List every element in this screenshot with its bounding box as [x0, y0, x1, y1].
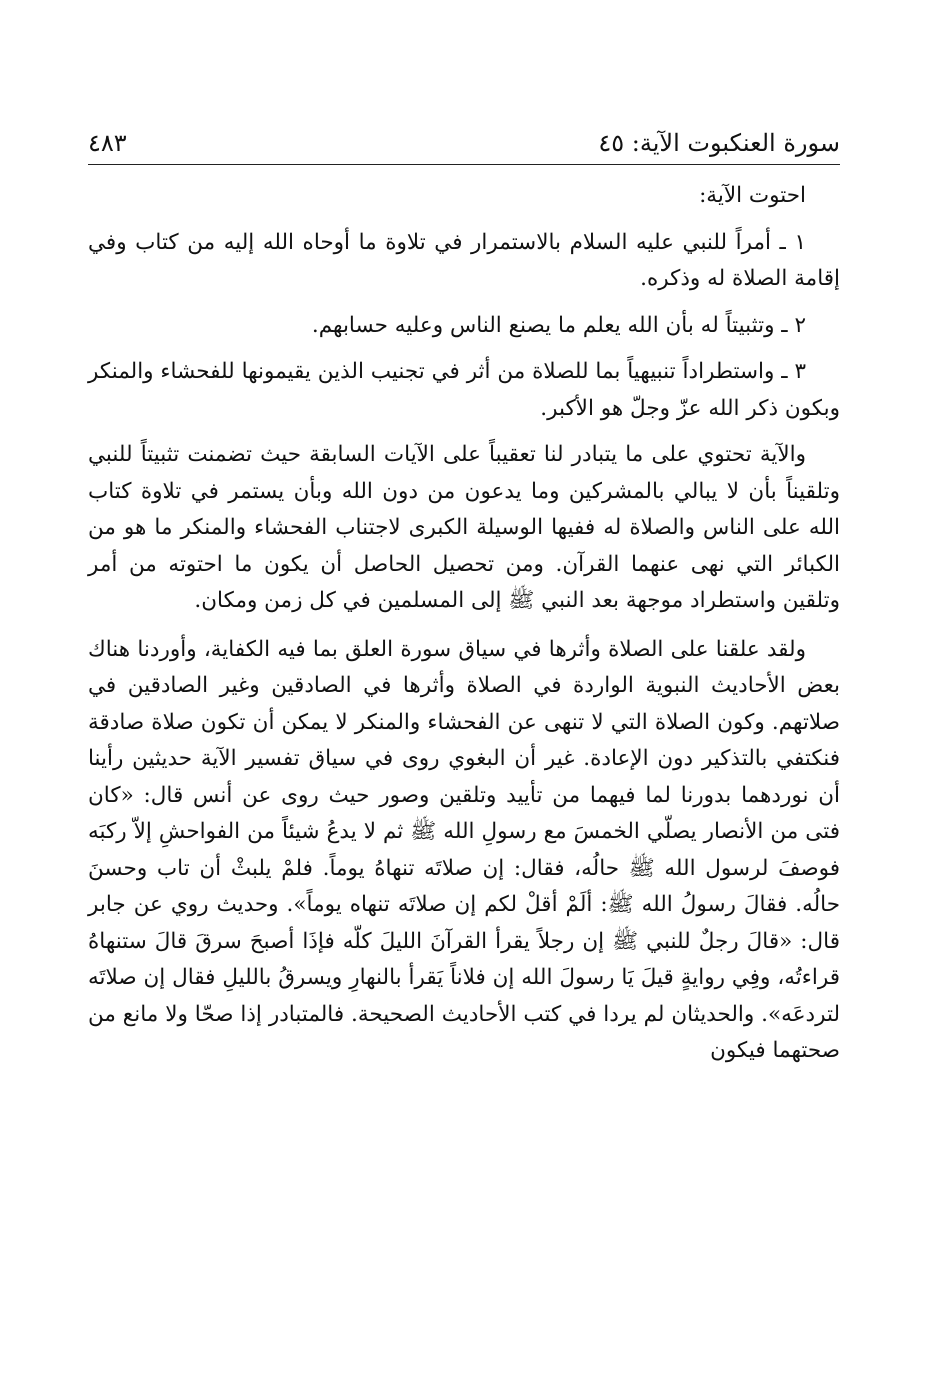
list-item: ١ ـ أمراً للنبي عليه السلام بالاستمرار في تلاوة ما أوحاه الله إليه من كتاب وفي إقامة الصلاة له وذكره. [88, 229, 840, 291]
page-header [88, 128, 840, 162]
paragraph: ولقد علقنا على الصلاة وأثرها في سياق سورة العلق بما فيه الكفاية، وأوردنا هناك بعض الأحاديث النبوية الواردة في الصلاة وأثرها في الصادقين وغير الصادقين في صلاتهم. وكون الصلاة التي لا تنهى عن الفحشاء والمنكر لا يمكن أن تكون صلاة صادقة فنكتفي بالتذكير دون الإعادة. غير أن البغوي روى في سياق تفسير الآية حديثين رأينا أن نوردهما بدورنا لما فيهما من تأييد وتلقين وصور حيث روى عن أنس قال: «كان فتى من الأنصار يصلّي الخمسَ مع رسولِ الله ﷺ ثم لا يدعُ شيئاً من الفواحشِ إلاّ ركبَه فوصفَ لرسول الله ﷺ حالُه، فقال: إن صلاتَه تنهاهُ يوماً. فلمْ يلبثْ أن تاب وحسنَ حالُه. فقالَ رسولُ الله ﷺ: ألَمْ أقلْ لكم إن صلاتَه تنهاه يوماً». وحديث روي عن جابر قال: «قالَ رجلٌ للنبي ﷺ إن رجلاً يقرأ القرآنَ الليلَ كلّه فإذَا أصبحَ سرقَ قالَ ستنهاهُ قراءتُه، وفِي روايةٍ قيلَ يَا رسولَ الله إن فلاناً يَقرأ بالنهارِ ويسرقُ بالليلِ فقال إن صلاتَه لتردعَه». والحديثان لم يردا في كتب الأحاديث الصحيحة. فالمتبادر إذا صحّا ولا مانع من صحتهما فيكون [88, 636, 841, 1063]
page-number: ٤٨٣ [88, 129, 127, 157]
paragraph: والآية تحتوي على ما يتبادر لنا تعقيباً على الآيات السابقة حيث تضمنت تثبيتاً للنبي وتلقيناً بأن لا يبالي بالمشركين وما يدعون من دون الله وبأن يستمر في تلاوة كتاب الله على الناس والصلاة له ففيها الوسيلة الكبرى لاجتناب الفحشاء والمنكر ما هو من الكبائر التي نهى عنهما القرآن. ومن تحصيل الحاصل أن يكون ما احتوته من أمر وتلقين واستطراد موجهة بعد النبي ﷺ إلى المسلمين في كل زمن ومكان. [88, 442, 840, 613]
list-item: ٢ ـ وتثبيتاً له بأن الله يعلم ما يصنع الناس وعليه حسابهم. [311, 312, 806, 338]
list-item: ٣ ـ واستطراداً تنبيهياً بما للصلاة من أثر في تجنيب الذين يقيمونها للفحشاء والمنكر وبكون ذكر الله عزّ وجلّ هو الأكبر. [88, 359, 840, 421]
intro-line: احتوت الآية: [699, 183, 806, 208]
page-body [88, 178, 840, 1070]
running-header-title: سورة العنكبوت الآية: ٤٥ [598, 129, 840, 157]
header-divider [88, 164, 840, 165]
